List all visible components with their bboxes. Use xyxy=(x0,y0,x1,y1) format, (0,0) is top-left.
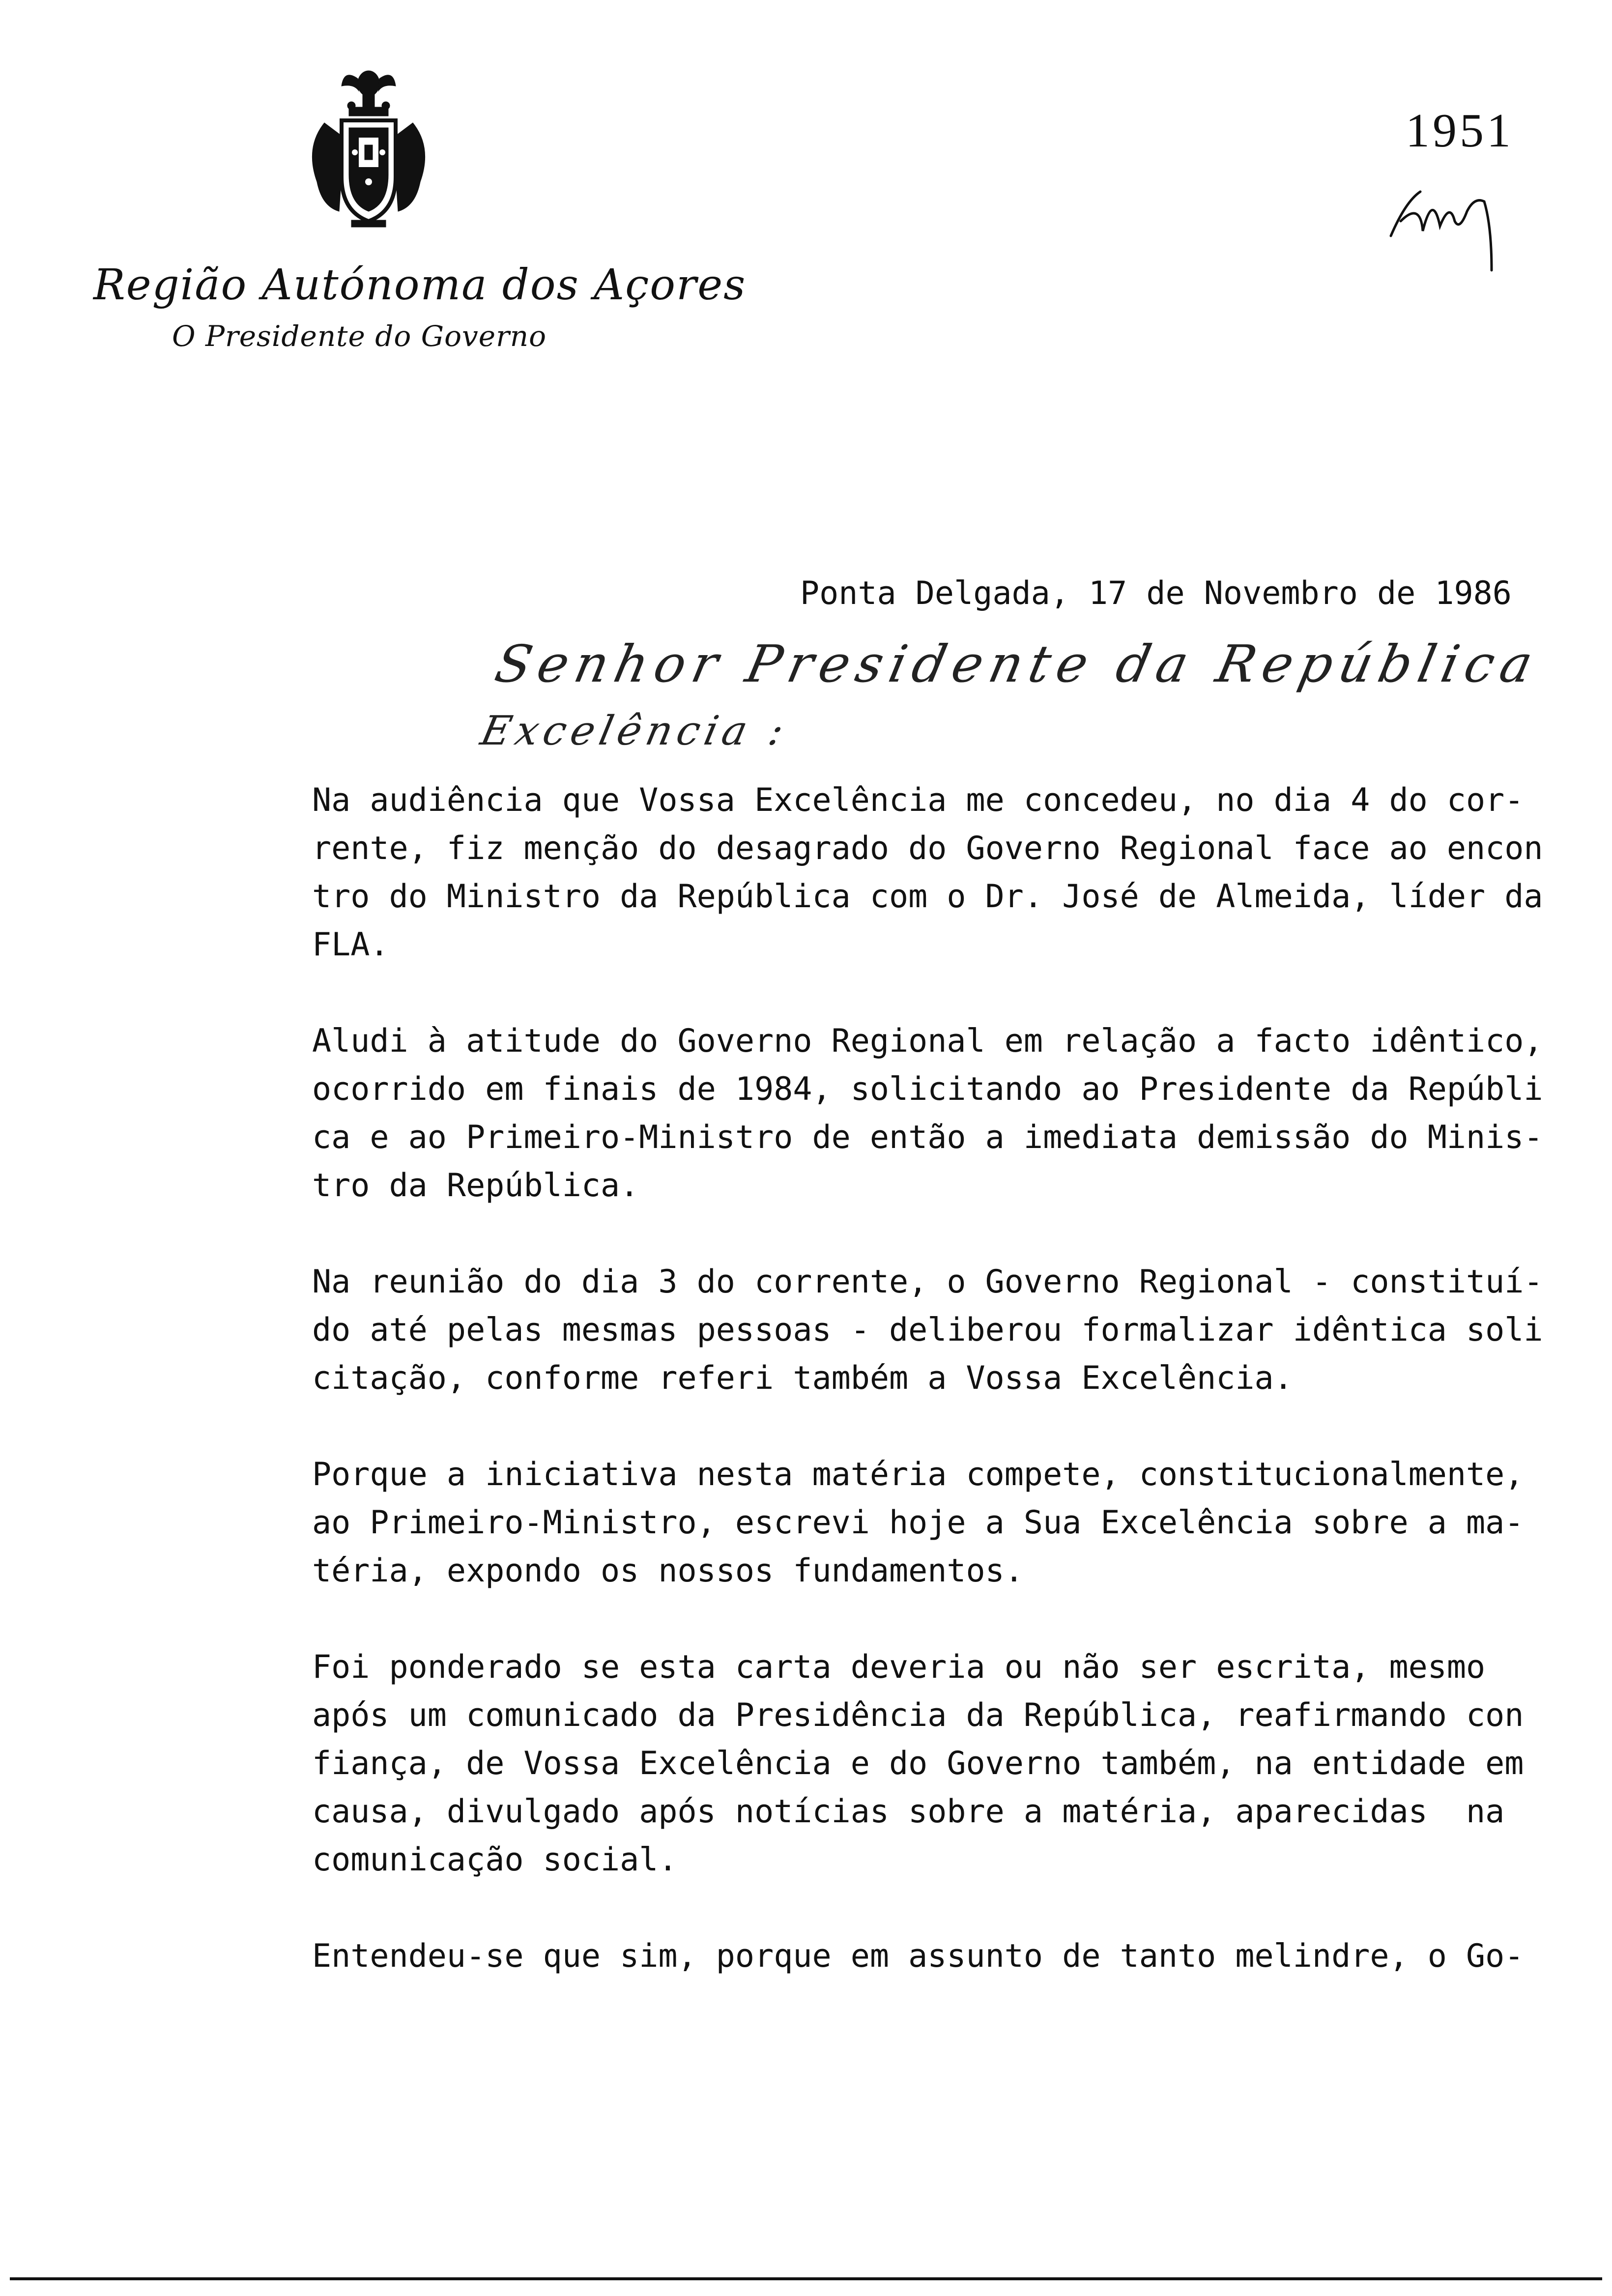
body-line: Aludi à atitude do Governo Regional em relação a facto idêntico, xyxy=(312,1023,1543,1060)
body-line: Foi ponderado se esta carta deveria ou não ser escrita, mesmo xyxy=(312,1649,1486,1686)
document-number: 1951 xyxy=(1406,104,1514,157)
body-line: citação, conforme referi também a Vossa Excelência. xyxy=(312,1360,1293,1397)
body-line: causa, divulgado após notícias sobre a matéria, aparecidas na xyxy=(312,1793,1505,1830)
body-line: rente, fiz menção do desagrado do Governo Regional face ao encon xyxy=(312,830,1543,867)
coat-of-arms-icon xyxy=(295,64,442,231)
office-title: O Presidente do Governo xyxy=(172,319,547,353)
body-paragraph xyxy=(312,1451,1570,1595)
body-line: Porque a iniciativa nesta matéria compete, constitucionalmente, xyxy=(312,1456,1524,1493)
body-line: tro do Ministro da República com o Dr. José de Almeida, líder da xyxy=(312,878,1543,915)
body-line: Na reunião do dia 3 do corrente, o Governo Regional - constituí- xyxy=(312,1263,1543,1300)
footer-rule xyxy=(10,2277,1602,2280)
body-paragraph xyxy=(312,1932,1570,1980)
body-line: fiança, de Vossa Excelência e do Governo também, na entidade em xyxy=(312,1745,1524,1782)
body-line: Na audiência que Vossa Excelência me concedeu, no dia 4 do cor- xyxy=(312,782,1524,819)
body-line: ocorrido em finais de 1984, solicitando ao Presidente da Repúbli xyxy=(312,1071,1543,1108)
body-line: após um comunicado da Presidência da República, reafirmando con xyxy=(312,1697,1524,1734)
place-and-date: Ponta Delgada, 17 de Novembro de 1986 xyxy=(800,575,1512,612)
body-line: comunicação social. xyxy=(312,1841,678,1878)
body-line: ca e ao Primeiro-Ministro de então a imediata demissão do Minis- xyxy=(312,1119,1543,1156)
body-line: FLA. xyxy=(312,926,389,963)
body-line: do até pelas mesmas pessoas - deliberou formalizar idêntica soli xyxy=(312,1312,1543,1349)
body-paragraph xyxy=(312,1017,1570,1210)
body-line: téria, expondo os nossos fundamentos. xyxy=(312,1552,1024,1589)
handwritten-initials-icon xyxy=(1386,182,1533,295)
region-name: Região Autónoma dos Açores xyxy=(93,260,747,310)
body-paragraph xyxy=(312,1643,1570,1884)
body-paragraph xyxy=(312,776,1570,969)
body-line: tro da República. xyxy=(312,1167,639,1204)
letter-body xyxy=(312,776,1570,2029)
body-paragraph xyxy=(312,1258,1570,1403)
body-line: Entendeu-se que sim, porque em assunto de tanto melindre, o Go- xyxy=(312,1938,1524,1975)
salutation-addressee: Senhor Presidente da República xyxy=(490,634,1545,694)
salutation-honorific: Excelência : xyxy=(476,708,793,754)
body-line: ao Primeiro-Ministro, escrevi hoje a Sua Excelência sobre a ma- xyxy=(312,1504,1524,1541)
